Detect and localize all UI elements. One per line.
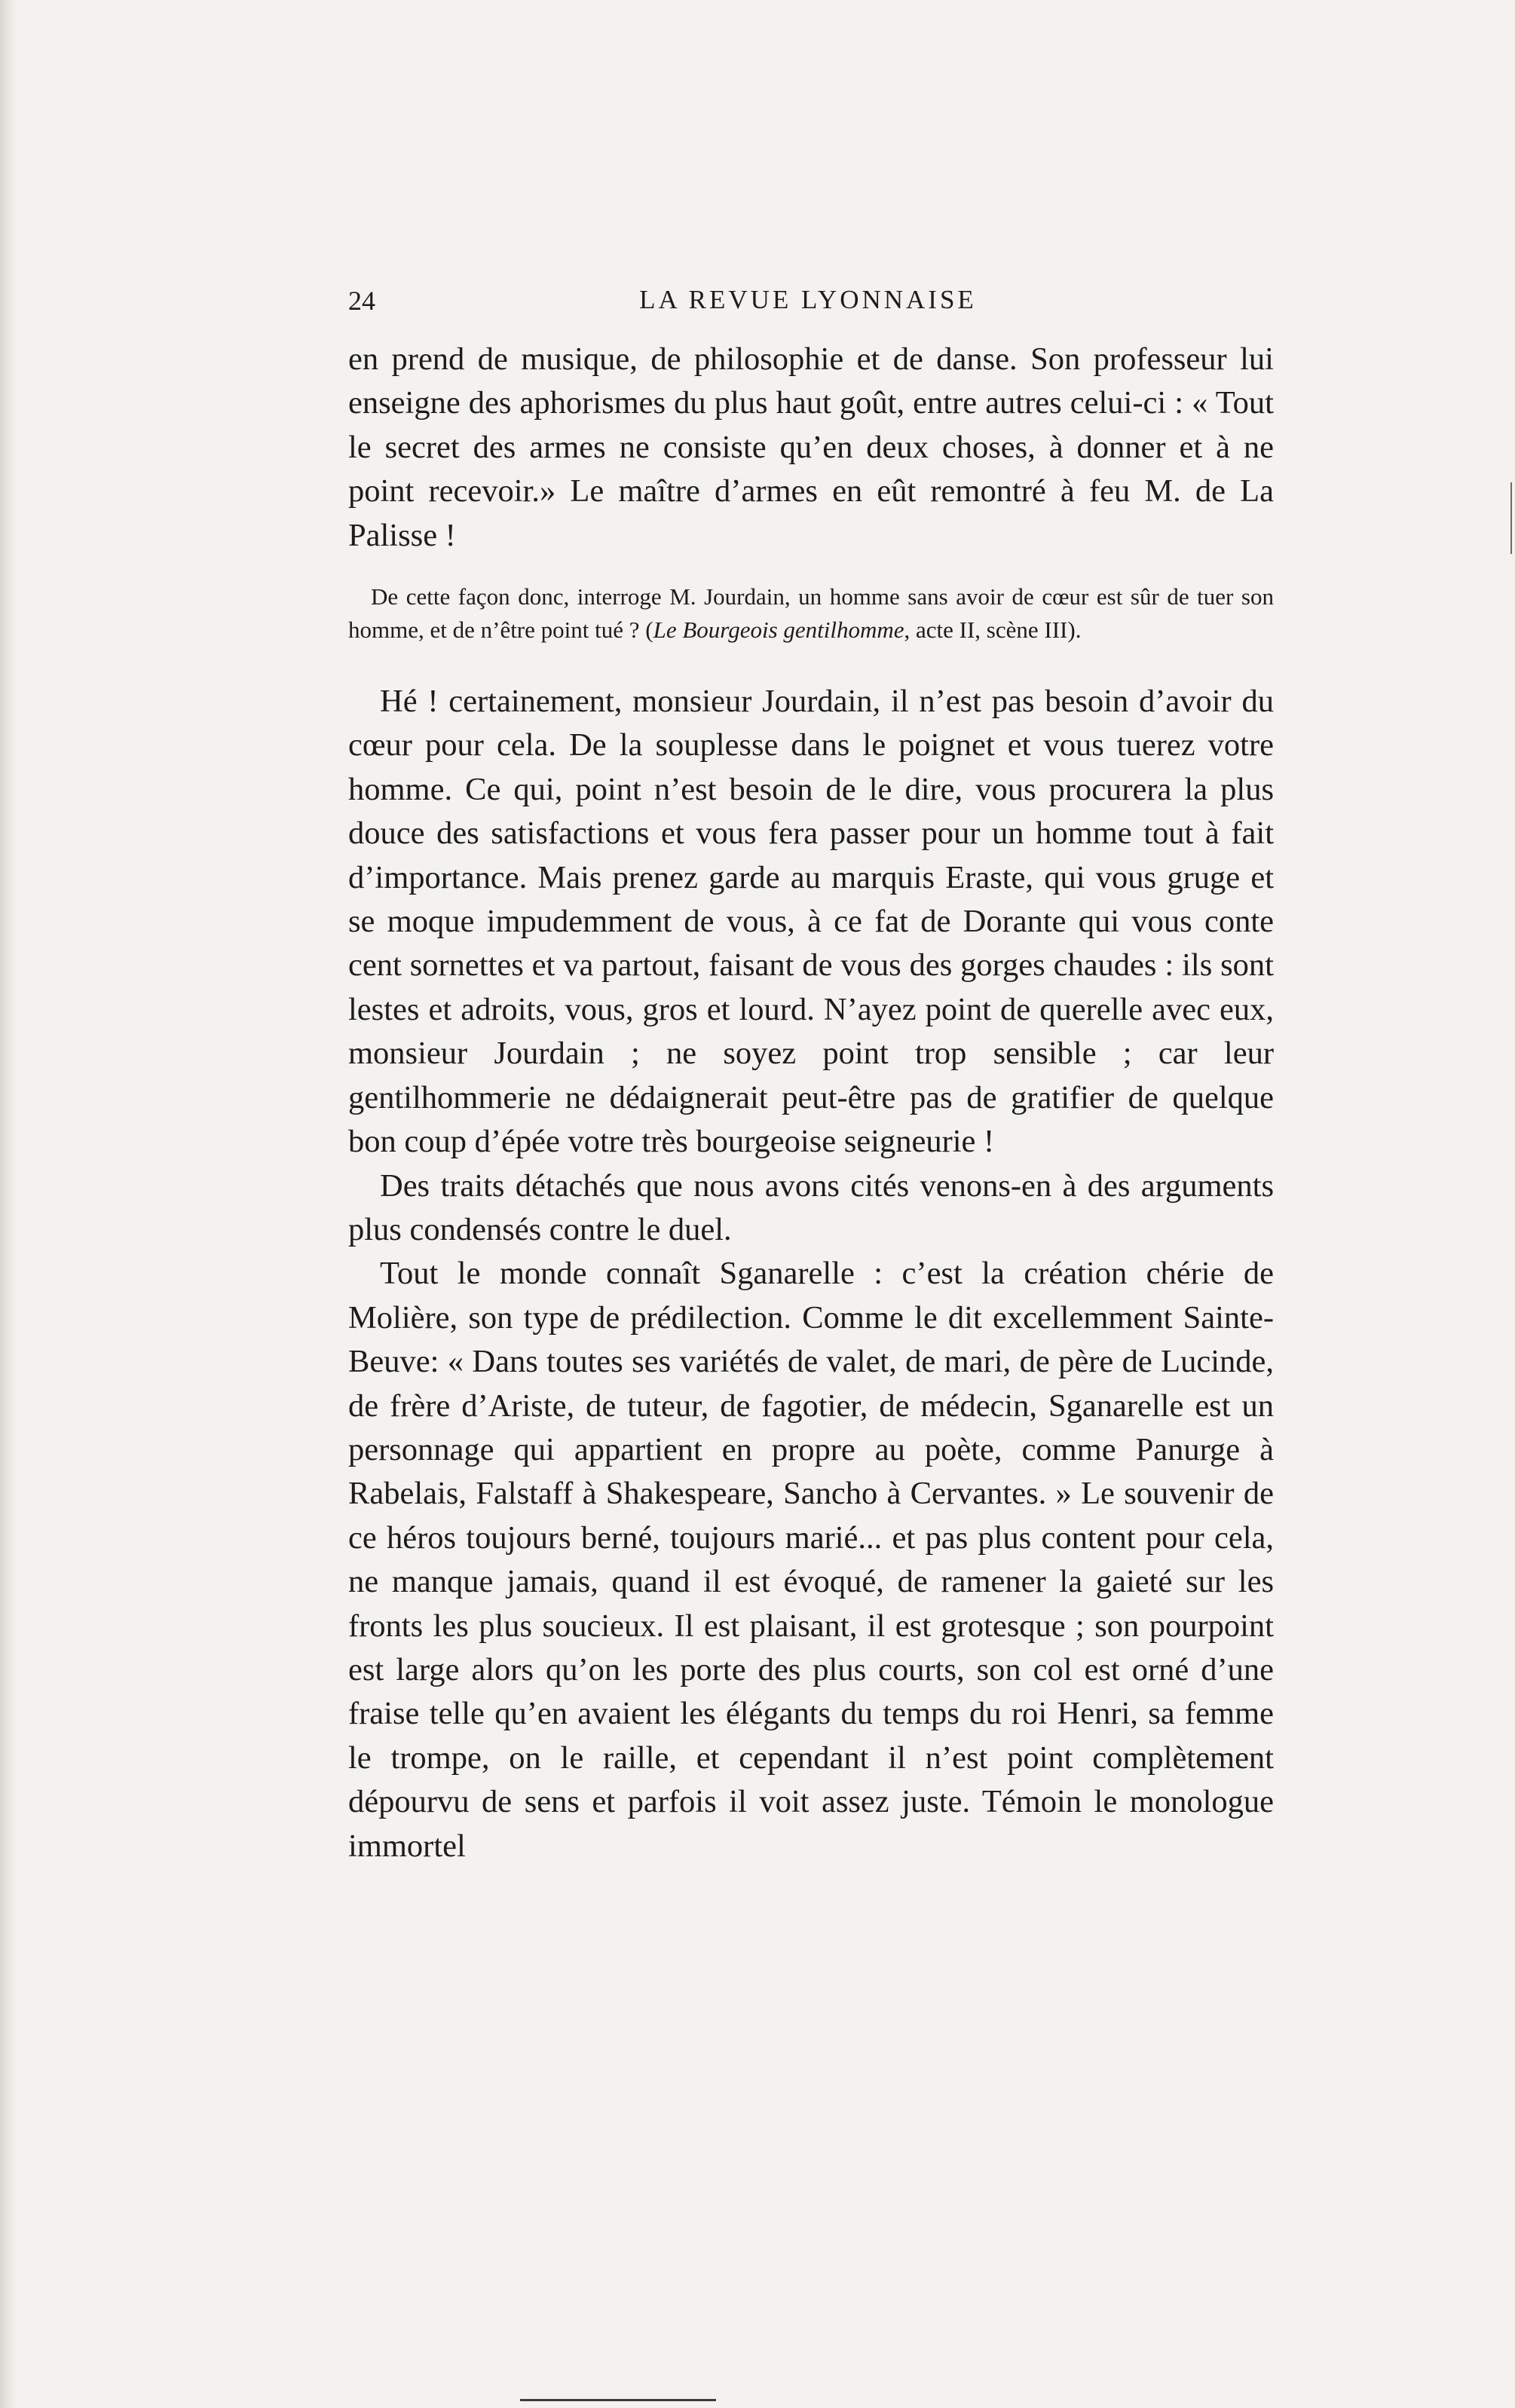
bottom-rule-mark: [520, 2399, 716, 2401]
block-quote: [348, 580, 1274, 647]
quote-ref-open: (: [645, 617, 653, 644]
page-left-edge-shadow: [0, 0, 17, 2408]
paragraph-3: Des traits détachés que nous avons cités venons-en à des arguments plus condensés contre le duel.: [348, 1167, 1274, 1247]
paragraph-2: Hé ! certainement, monsieur Jourdain, il n’est pas besoin d’avoir du cœur pour cela. De la souplesse dans le poignet et vous tuerez votre homme. Ce qui, point n’est besoin de le dire, vous procurera la plus douce des satisfactions et vous fera passer pour un homme tout à fait d’importance. Mais prenez garde au marquis Eraste, qui vous gruge et se moque impudemment de vous, à ce fat de Dorante qui vous conte cent sornettes et va partout, faisant de vous des gorges chaudes : ils sont lestes et adroits, vous, gros et lourd. N’ayez point de querelle avec eux, monsieur Jourdain ; ne soyez point trop sensible ; car leur gentilhommerie ne dédaignerait peut-être pas de gratifier de quelque bon coup d’épée votre très bourgeoise seigneurie !: [348, 684, 1274, 1160]
body-text: [348, 338, 1274, 1868]
quote-ref-detail: , acte II, scène III).: [904, 617, 1082, 644]
paragraph-4: Tout le monde connaît Sganarelle : c’est la création chérie de Molière, son type de prédilection. Comme le dit excellemment Sainte-Beuve: « Dans toutes ses variétés de valet, de mari, de père de Lucinde, de frère d’Ariste, de tuteur, de fagotier, de médecin, Sganarelle est un personnage qui appartient en propre au poète, comme Panurge à Rabelais, Falstaff à Shakespeare, Sancho à Cervantes. » Le souvenir de ce héros toujours berné, toujours marié... et pas plus content pour cela, ne manque jamais, quand il est évoqué, de ramener la gaieté sur les fronts les plus soucieux. Il est plaisant, il est grotesque ; son pourpoint est large alors qu’on les porte des plus courts, son col est orné d’une fraise telle qu’en avaient les élégants du temps du roi Henri, sa femme le trompe, on le raille, et cependant il n’est point complètement dépourvu de sens et parfois il voit assez juste. Témoin le monologue immortel: [348, 1256, 1274, 1864]
quote-text: De cette façon donc, interroge M. Jourdain, un homme sans avoir de cœur est sûr de tuer son homme, et de n’être point tué ?: [348, 583, 1274, 644]
page-header: [348, 285, 1268, 324]
running-title: LA REVUE LYONNAISE: [639, 285, 977, 314]
quote-work-title: Le Bourgeois gentilhomme: [653, 617, 904, 644]
paragraph-1: en prend de musique, de philosophie et de danse. Son professeur lui enseigne des aphorismes du plus haut goût, entre autres celui-ci : « Tout le secret des armes ne consiste qu’en deux choses, à donner et à ne point recevoir.» Le maître d’armes en eût remontré à feu M. de La Palisse !: [348, 341, 1274, 553]
page-number: 24: [348, 286, 375, 316]
margin-mark: [1510, 482, 1512, 554]
